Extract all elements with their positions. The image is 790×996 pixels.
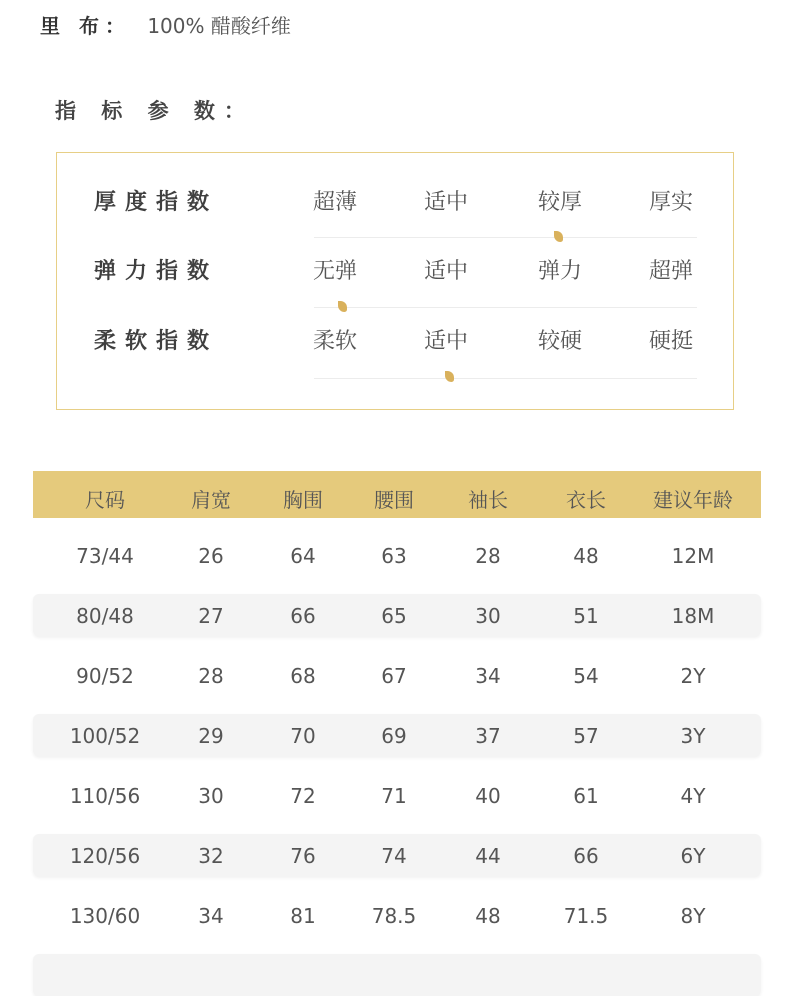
column-header: 袖长 [468, 488, 508, 512]
table-cell: 32 [198, 844, 224, 868]
table-cell: 44 [475, 844, 501, 868]
table-cell: 34 [475, 664, 501, 688]
table-cell: 67 [381, 664, 407, 688]
table-cell: 64 [290, 544, 316, 568]
table-cell: 72 [290, 784, 316, 808]
table-cell: 66 [290, 604, 316, 628]
table-cell: 54 [573, 664, 599, 688]
table-cell: 65 [381, 604, 407, 628]
table-row-shade [33, 954, 761, 996]
table-cell: 61 [573, 784, 599, 808]
param-option: 弹力 [537, 259, 582, 284]
table-cell: 28 [475, 544, 501, 568]
param-option: 无弹 [312, 259, 357, 284]
table-cell: 78.5 [371, 904, 417, 928]
size-table-header [33, 471, 761, 518]
table-cell: 80/48 [76, 604, 134, 628]
param-option: 适中 [423, 259, 468, 284]
params-title: 指 标 参 数： [55, 99, 254, 123]
table-cell: 74 [381, 844, 407, 868]
table-cell: 6Y [680, 844, 706, 868]
table-cell: 34 [198, 904, 224, 928]
table-cell: 27 [198, 604, 224, 628]
table-cell: 40 [475, 784, 501, 808]
column-header: 胸围 [283, 488, 323, 512]
table-cell: 18M [671, 604, 715, 628]
table-cell: 71.5 [563, 904, 609, 928]
table-cell: 28 [198, 664, 224, 688]
param-label: 厚度指数 [94, 190, 219, 215]
table-cell: 8Y [680, 904, 706, 928]
table-cell: 69 [381, 724, 407, 748]
table-cell: 12M [671, 544, 715, 568]
table-cell: 100/52 [69, 724, 141, 748]
table-cell: 26 [198, 544, 224, 568]
thickness-marker-icon [554, 231, 563, 242]
table-cell: 57 [573, 724, 599, 748]
table-cell: 68 [290, 664, 316, 688]
param-track [314, 307, 697, 308]
column-header: 肩宽 [191, 488, 231, 512]
table-cell: 48 [573, 544, 599, 568]
column-header: 尺码 [85, 488, 125, 512]
param-option: 较厚 [537, 190, 582, 215]
param-option: 超薄 [312, 190, 357, 215]
param-track [314, 237, 697, 238]
table-cell: 81 [290, 904, 316, 928]
elasticity-marker-icon [338, 301, 347, 312]
table-cell: 2Y [680, 664, 706, 688]
column-header: 腰围 [374, 488, 414, 512]
param-option: 厚实 [648, 190, 693, 215]
table-cell: 76 [290, 844, 316, 868]
table-cell: 4Y [680, 784, 706, 808]
param-row-elasticity [57, 252, 733, 292]
table-cell: 90/52 [76, 664, 134, 688]
table-cell: 130/60 [69, 904, 141, 928]
softness-marker-icon [445, 371, 454, 382]
param-label: 弹力指数 [94, 259, 219, 284]
column-header: 衣长 [566, 488, 606, 512]
param-label: 柔软指数 [94, 329, 219, 354]
param-option: 适中 [423, 190, 468, 215]
table-cell: 120/56 [69, 844, 141, 868]
column-header: 建议年龄 [653, 488, 733, 512]
table-cell: 37 [475, 724, 501, 748]
param-row-thickness [57, 183, 733, 223]
param-option: 硬挺 [648, 329, 693, 354]
params-box [56, 152, 734, 410]
param-track [314, 378, 697, 379]
param-row-softness [57, 322, 733, 362]
table-cell: 30 [198, 784, 224, 808]
param-option: 较硬 [537, 329, 582, 354]
lining-value: 100% 醋酸纤维 [147, 14, 291, 38]
table-cell: 110/56 [69, 784, 141, 808]
table-cell: 71 [381, 784, 407, 808]
param-option: 超弹 [648, 259, 693, 284]
table-cell: 30 [475, 604, 501, 628]
param-option: 柔软 [312, 329, 357, 354]
param-option: 适中 [423, 329, 468, 354]
lining-label: 里 布： [40, 14, 131, 38]
table-cell: 70 [290, 724, 316, 748]
table-cell: 66 [573, 844, 599, 868]
table-cell: 51 [573, 604, 599, 628]
table-cell: 63 [381, 544, 407, 568]
table-cell: 73/44 [76, 544, 134, 568]
table-cell: 48 [475, 904, 501, 928]
lining-line [40, 10, 291, 39]
table-cell: 3Y [680, 724, 706, 748]
table-cell: 29 [198, 724, 224, 748]
